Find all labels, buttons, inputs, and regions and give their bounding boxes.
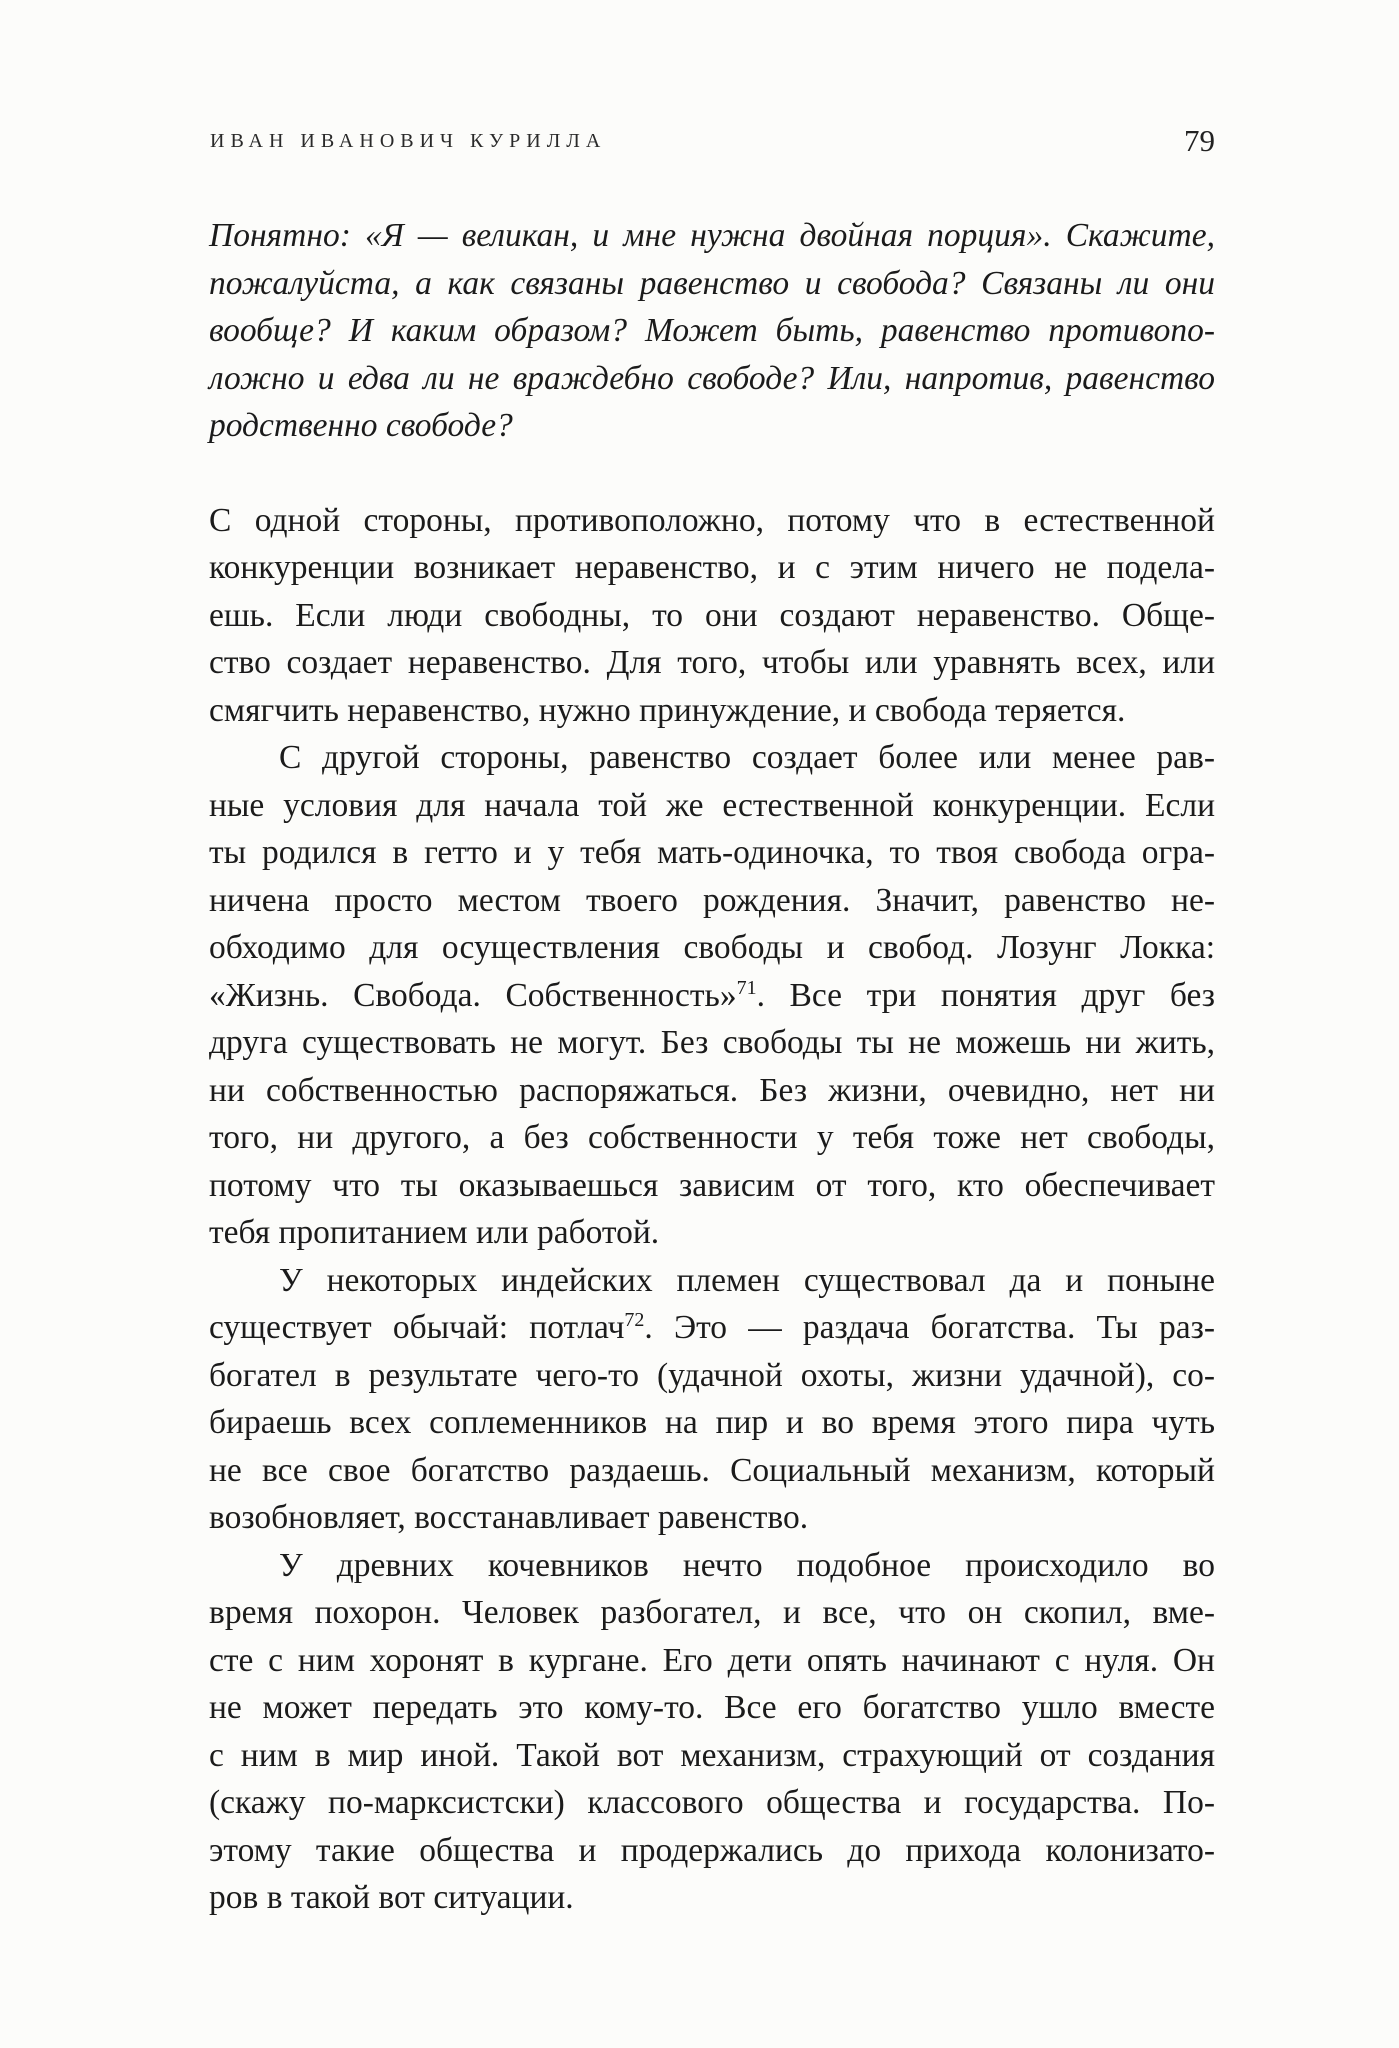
- text-line: время похорон. Человек разбогател, и все, что он скопил, вме-: [209, 1594, 1215, 1631]
- text-line: ство создает неравенство. Для того, чтобы или уравнять всех, или: [209, 644, 1215, 681]
- text-line: ные условия для начала той же естественной конкуренции. Если: [209, 786, 1215, 824]
- text-line: смягчить неравенство, нужно принуждение, и свобода теряется.: [209, 691, 1126, 729]
- text-line: не может передать это кому-то. Все его богатство ушло вместе: [209, 1689, 1215, 1726]
- text-line: родственно свободе?: [209, 407, 513, 444]
- text-segment: . Это — раздача богатства. Ты раз-: [644, 1309, 1215, 1346]
- text-line: ничена просто местом твоего рождения. Значит, равенство не-: [209, 881, 1215, 919]
- text-line: потому что ты оказываешься зависим от того, кто обеспечивает: [209, 1166, 1215, 1204]
- text-line: сте с ним хоронят в кургане. Его дети опять начинают с нуля. Он: [209, 1641, 1215, 1679]
- text-segment: существует обычай: потлач: [209, 1309, 625, 1346]
- text-line: С одной стороны, противоположно, потому что в естественной: [209, 501, 1215, 539]
- text-line: пожалуйста, а как связаны равенство и свобода? Связаны ли они: [209, 264, 1215, 302]
- page-header: [210, 116, 1215, 166]
- text-line: У некоторых индейских племен существовал да и поныне: [279, 1261, 1215, 1299]
- text-line: ешь. Если люди свободны, то они создают неравенство. Обще-: [209, 596, 1215, 634]
- page-number: 79: [1184, 123, 1215, 158]
- text-line: (скажу по-марксистски) классового общества и государства. По-: [209, 1784, 1215, 1821]
- text-line: [209, 1304, 1215, 1352]
- paragraph: [209, 1257, 1215, 1542]
- text-line: с ним в мир иной. Такой вот механизм, страхующий от создания: [209, 1736, 1215, 1774]
- text-line: тебя пропитанием или работой.: [209, 1214, 660, 1251]
- text-line: ложно и едва ли не враждебно свободе? Или, напротив, равенство: [209, 359, 1215, 397]
- text-segment: . Все три понятия друг без: [756, 976, 1215, 1014]
- text-line: конкуренции возникает неравенство, и с этим ничего не подела-: [209, 549, 1215, 586]
- text-line: богател в результате чего-то (удачной охоты, жизни удачной), со-: [209, 1356, 1215, 1394]
- page-body: [209, 212, 1215, 1922]
- text-line: того, ни другого, а без собственности у тебя тоже нет свободы,: [209, 1119, 1215, 1156]
- text-line: возобновляет, восстанавливает равенство.: [209, 1499, 809, 1536]
- running-head-author: ИВАН ИВАНОВИЧ КУРИЛЛА: [210, 129, 607, 152]
- paragraph: [209, 734, 1215, 1257]
- text-line: вообще? И каким образом? Может быть, равенство противопо-: [209, 312, 1215, 349]
- interviewer-question: [209, 212, 1215, 450]
- text-line: [209, 972, 1215, 1020]
- paragraph: [209, 1542, 1215, 1922]
- interviewee-answer: [209, 497, 1215, 1922]
- text-line: ни собственностью распоряжаться. Без жизни, очевидно, нет ни: [209, 1071, 1215, 1109]
- text-line: Понятно: «Я — великан, и мне нужна двойная порция». Скажите,: [209, 217, 1215, 254]
- text-line: друга существовать не могут. Без свободы ты не можешь ни жить,: [209, 1024, 1215, 1061]
- text-line: У древних кочевников нечто подобное происходило во: [279, 1546, 1215, 1584]
- text-line: ров в такой вот ситуации.: [209, 1879, 574, 1916]
- footnote-marker[interactable]: 72: [624, 1309, 645, 1331]
- text-line: обходимо для осуществления свободы и свобод. Лозунг Локка:: [209, 929, 1215, 966]
- text-line: ты родился в гетто и у тебя мать-одиночка, то твоя свобода огра-: [209, 834, 1215, 871]
- footnote-marker[interactable]: 71: [736, 976, 757, 999]
- text-line: не все свое богатство раздаешь. Социальный механизм, который: [209, 1451, 1215, 1489]
- text-line: С другой стороны, равенство создает более или менее рав-: [279, 739, 1215, 776]
- text-segment: «Жизнь. Свобода. Собственность»: [209, 976, 737, 1014]
- paragraph: [209, 497, 1215, 735]
- text-line: этому такие общества и продержались до прихода колонизато-: [209, 1831, 1215, 1869]
- text-line: бираешь всех соплеменников на пир и во время этого пира чуть: [209, 1404, 1215, 1441]
